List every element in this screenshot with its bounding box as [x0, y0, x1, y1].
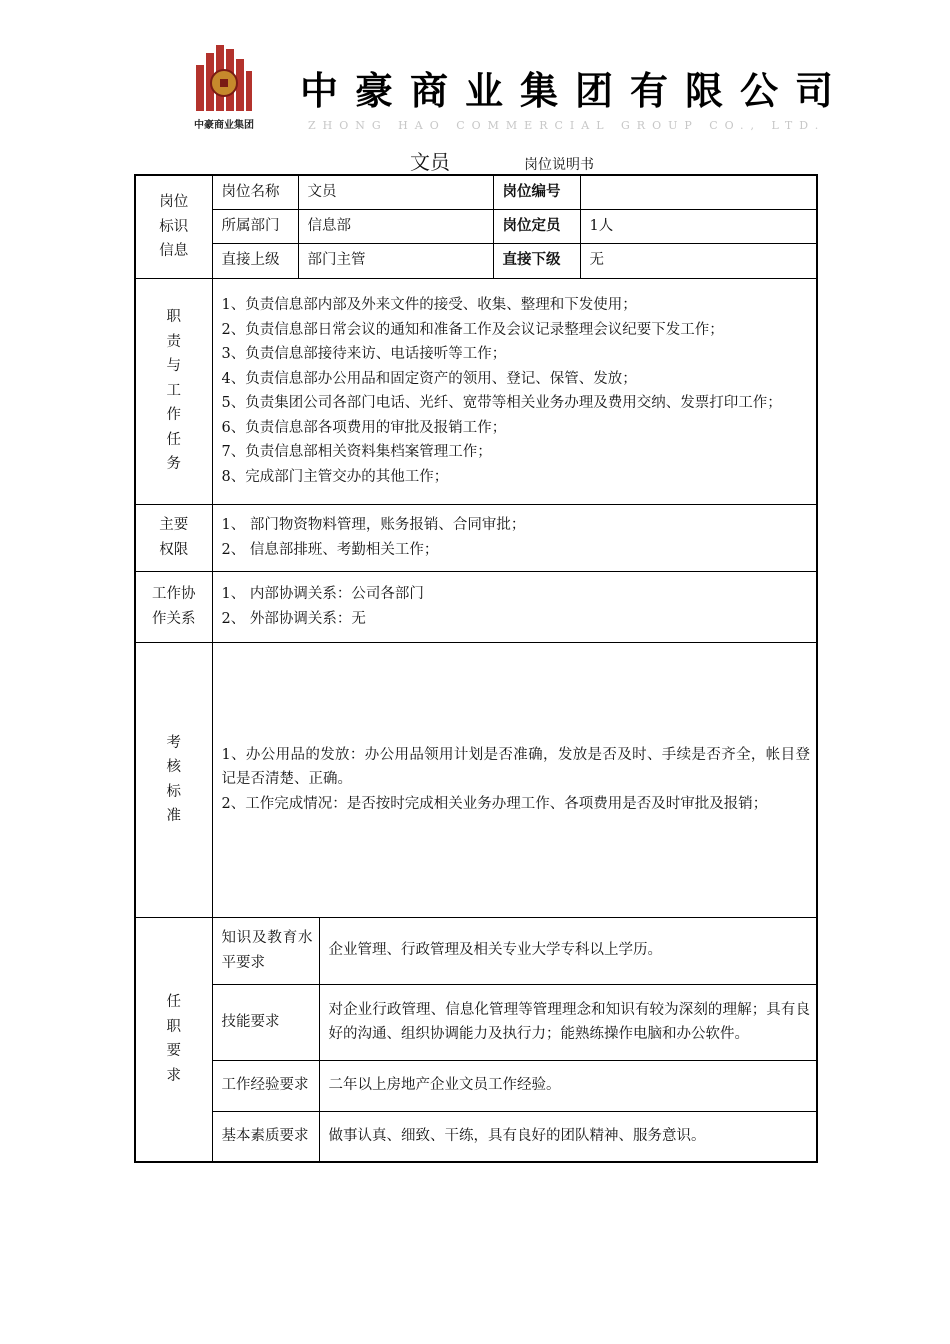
assessment-label: 考 核 标 准	[135, 642, 212, 917]
company-name-cn: 中豪商业集团有限公司	[300, 68, 851, 113]
cooperation-label: 工作协 作关系	[135, 571, 212, 642]
list-item: 1、 部门物资物料管理，账务报销、合同审批；	[221, 517, 526, 533]
position-name-value: 文员	[298, 175, 493, 209]
row-department	[135, 209, 817, 243]
list-item: 2、 外部协调关系：无	[221, 610, 366, 627]
experience-label: 工作经验要求	[212, 1060, 319, 1111]
skills-label: 技能要求	[212, 984, 319, 1060]
authority-label: 主要 权限	[135, 504, 212, 571]
department-label: 所属部门	[212, 209, 298, 243]
cooperation-list	[212, 571, 817, 642]
list-item: 6、负责信息部各项费用的审批及报销工作；	[221, 419, 507, 436]
quota-value: 1人	[580, 209, 817, 243]
list-item: 7、负责信息部相关资料集档案管理工作；	[221, 444, 492, 460]
list-item: 8、完成部门主管交办的其他工作；	[221, 468, 449, 485]
authority-list	[212, 504, 817, 571]
row-cooperation	[135, 571, 817, 642]
job-title: 文员	[340, 150, 520, 175]
row-duties	[135, 278, 817, 504]
list-item: 4、负责信息部办公用品和固定资产的领用、登记、保管、发放；	[221, 370, 637, 387]
list-item: 1、负责信息部内部及外来文件的接受、收集、整理和下发使用；	[221, 297, 637, 313]
building-icon	[196, 45, 252, 111]
duties-label: 职 责 与 工 作 任 务	[135, 278, 212, 504]
qualities-value: 做事认真、细致、干练，具有良好的团队精神、服务意识。	[319, 1111, 817, 1162]
quota-label: 岗位定员	[493, 209, 580, 243]
row-assessment	[135, 642, 817, 917]
education-label: 知识及教育水平要求	[212, 917, 319, 984]
row-experience	[135, 1060, 817, 1111]
row-skills	[135, 984, 817, 1060]
skills-value: 对企业行政管理、信息化管理等管理理念和知识有较为深刻的理解；具有良好的沟通、组织协调能力及执行力；能熟练操作电脑和办公软件。	[319, 984, 817, 1060]
list-item: 2、 信息部排班、考勤相关工作；	[221, 541, 439, 558]
superior-value: 部门主管	[298, 243, 493, 278]
job-description-table	[134, 174, 818, 1163]
coin-icon	[210, 69, 238, 97]
company-name-en: ZHONG HAO COMMERCIAL GROUP CO., LTD.	[308, 119, 826, 132]
row-authority	[135, 504, 817, 571]
assessment-list	[212, 642, 817, 917]
title-suffix: 岗位说明书	[524, 157, 594, 173]
section-identity-label: 岗位 标识 信息	[135, 175, 212, 278]
position-code-label: 岗位编号	[493, 175, 580, 209]
row-position-name	[135, 175, 817, 209]
requirements-label: 任 职 要 求	[135, 917, 212, 1162]
document-title	[340, 150, 594, 176]
education-value: 企业管理、行政管理及相关专业大学专科以上学历。	[319, 917, 817, 984]
list-item: 1、 内部协调关系：公司各部门	[221, 586, 424, 602]
duties-list	[212, 278, 817, 504]
row-qualities	[135, 1111, 817, 1162]
superior-label: 直接上级	[212, 243, 298, 278]
list-item: 2、工作完成情况：是否按时完成相关业务办理工作、各项费用是否及时审批及报销；	[221, 795, 768, 812]
subordinate-value: 无	[580, 243, 817, 278]
row-superior	[135, 243, 817, 278]
list-item: 1、办公用品的发放：办公用品领用计划是否准确，发放是否及时、手续是否齐全，帐目登记是否清楚、正确。	[221, 746, 810, 788]
experience-value: 二年以上房地产企业文员工作经验。	[319, 1060, 817, 1111]
list-item: 5、负责集团公司各部门电话、光纤、宽带等相关业务办理及费用交纳、发票打印工作；	[221, 395, 782, 411]
position-code-value	[580, 175, 817, 209]
list-item: 3、负责信息部接待来访、电话接听等工作；	[221, 346, 507, 362]
qualities-label: 基本素质要求	[212, 1111, 319, 1162]
logo-text: 中豪商业集团	[194, 120, 254, 131]
department-value: 信息部	[298, 209, 493, 243]
row-education	[135, 917, 817, 984]
position-name-label: 岗位名称	[212, 175, 298, 209]
company-logo	[192, 45, 256, 131]
list-item: 2、负责信息部日常会议的通知和准备工作及会议记录整理会议纪要下发工作；	[221, 321, 724, 338]
subordinate-label: 直接下级	[493, 243, 580, 278]
